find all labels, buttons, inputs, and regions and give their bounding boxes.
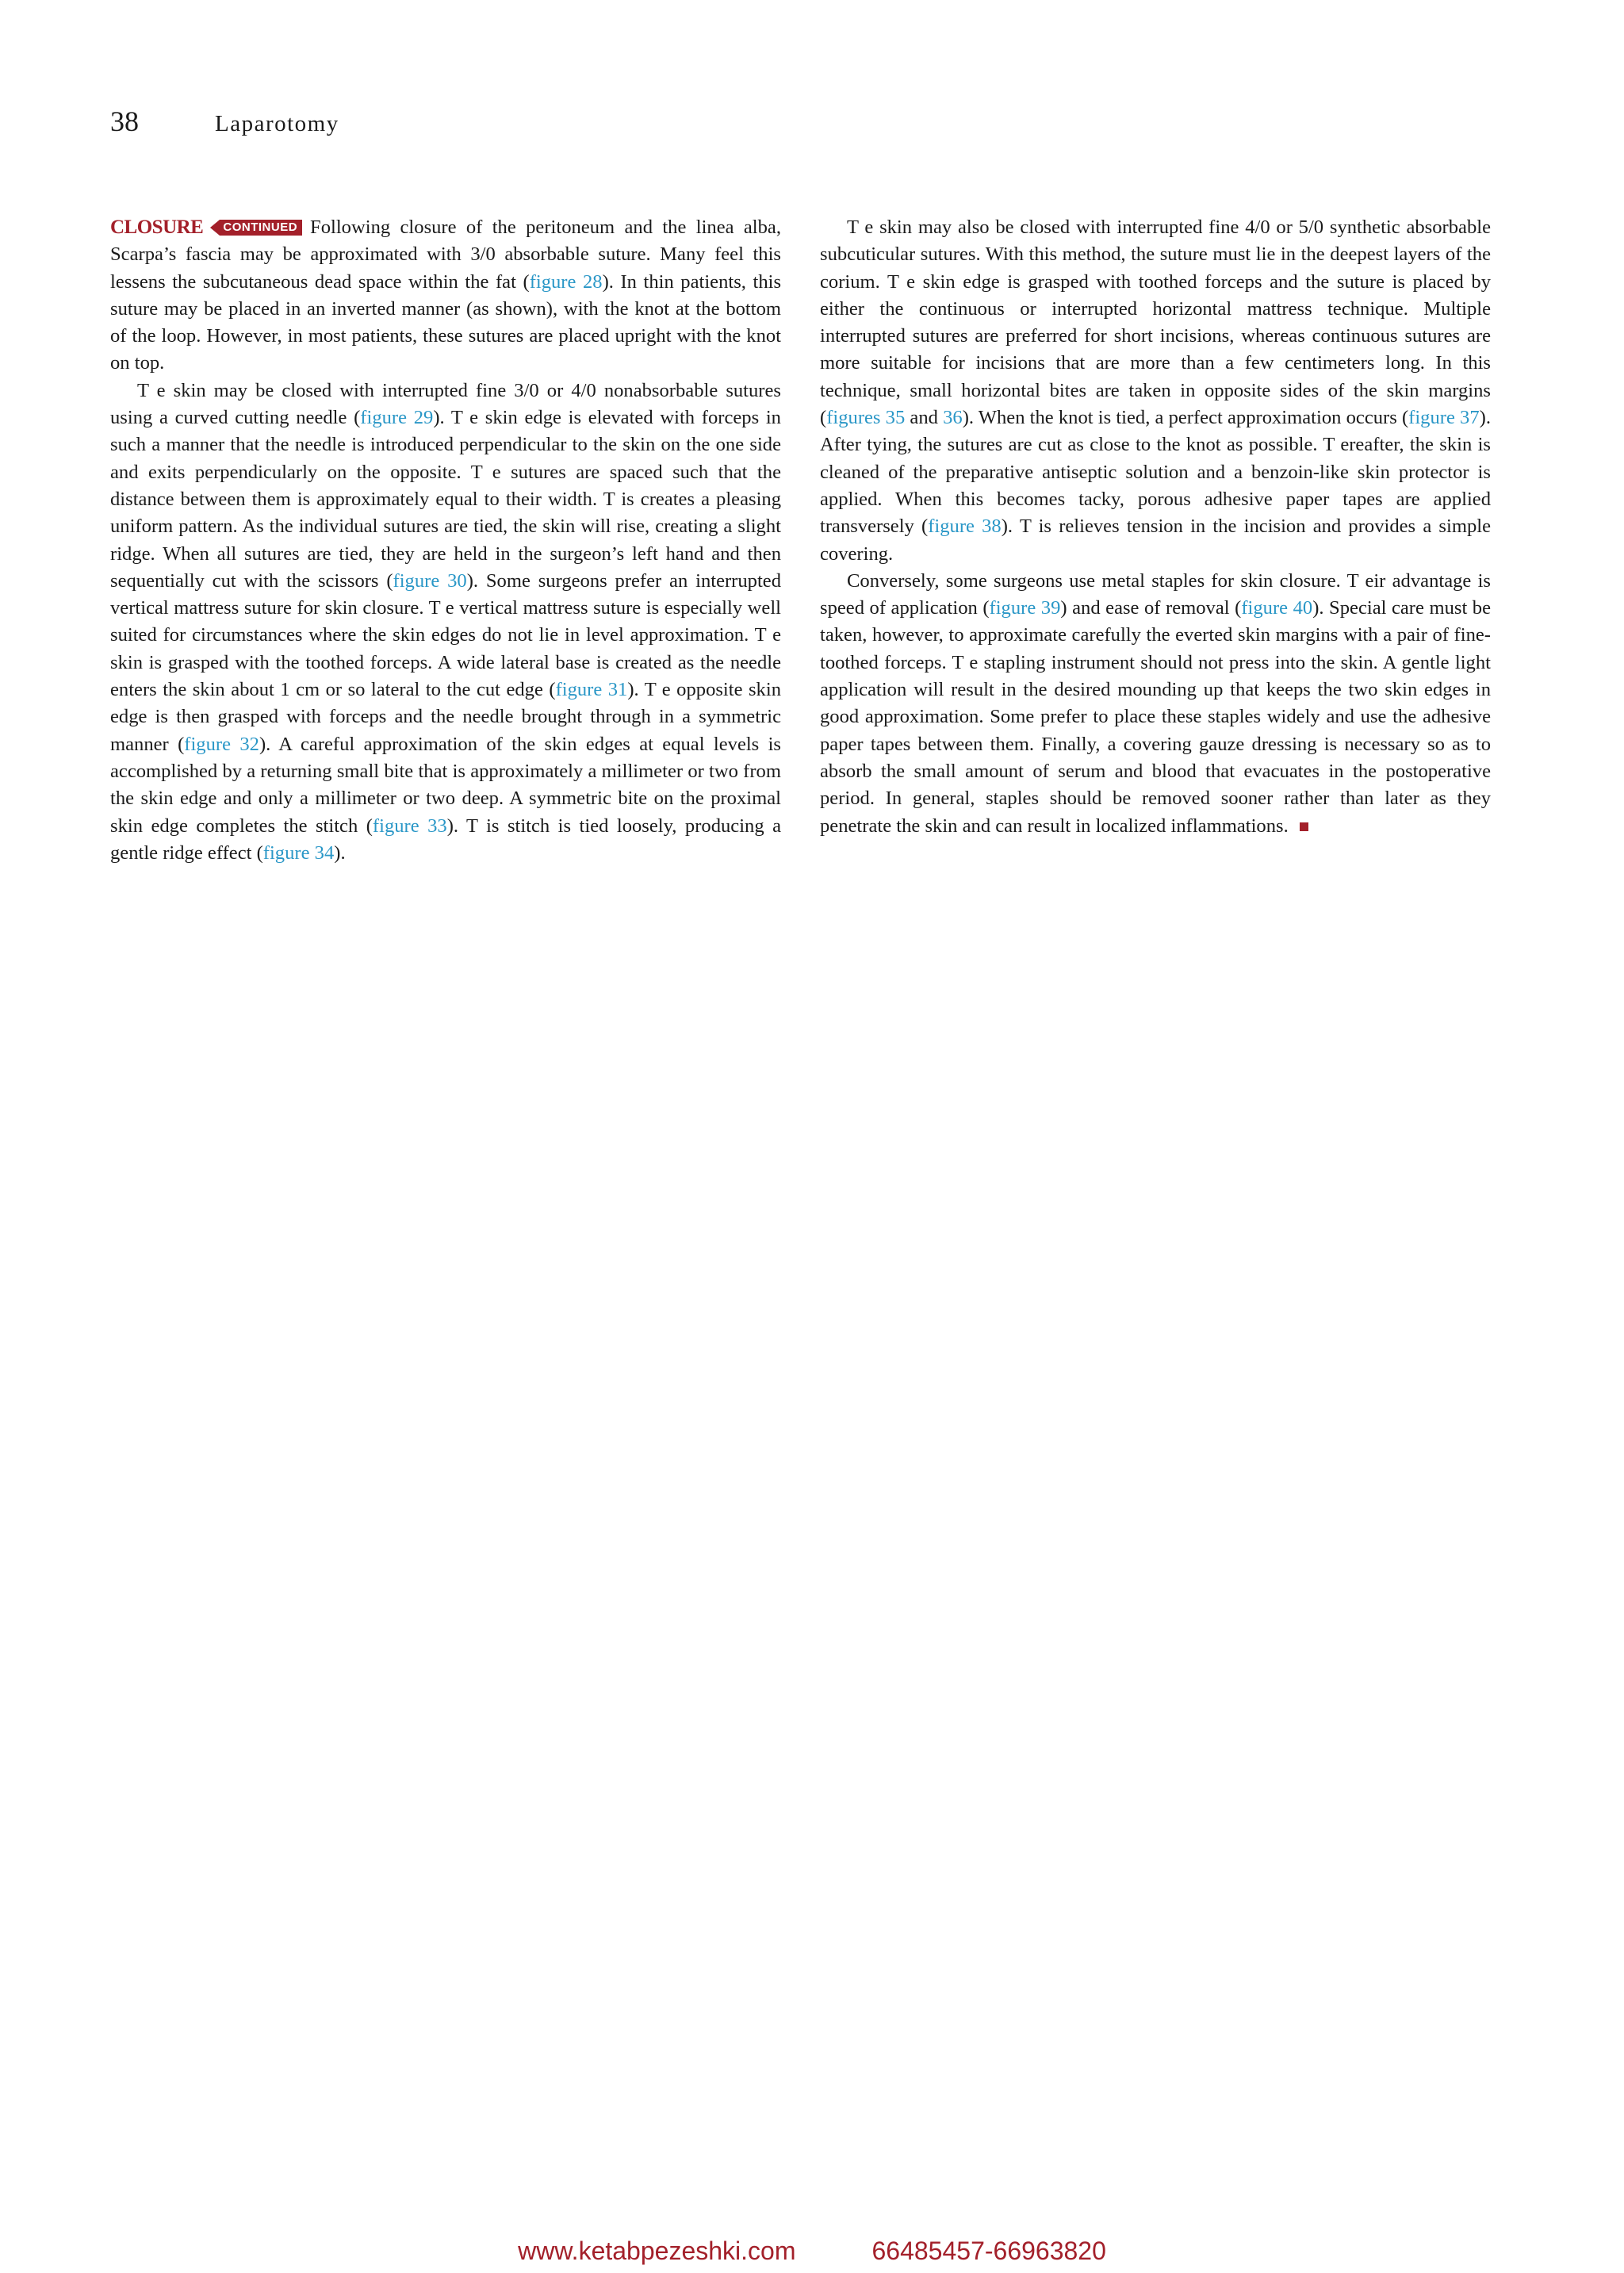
section-label: CLOSURE: [110, 217, 204, 238]
figure-link[interactable]: figure 38: [928, 516, 1002, 538]
paragraph-text: ) and ease of removal (: [1060, 597, 1242, 619]
paragraph-text: ). Some surgeons prefer an interrupted vertical mattress suture for skin closure. T e vertical mattress suture is especially well suited for circumstances where the skin edges do not lie in level approximation. T e skin is grasped with the toothed forceps. A wide lateral base is created as the needle enters the skin about 1 cm or so lateral to the cut edge (: [110, 569, 782, 701]
paragraph-text: ). After tying, the sutures are cut as close to the knot as possible. T ereafter, the skin is cleaned of the preparative antiseptic solution and a benzoin-like skin protector is applied. When this becomes tacky, porous adhesive paper tapes are applied transversely (: [820, 407, 1491, 538]
paragraph: [110, 378, 781, 867]
figure-link[interactable]: figure 29: [360, 407, 434, 429]
paragraph-text: ). T is stitch is tied loosely, producing a gentle ridge effect (: [110, 815, 781, 864]
footer-website[interactable]: www.ketabpezeshki.com: [518, 2237, 796, 2265]
paragraph-text: ). Special care must be taken, however, to approximate carefully the everted skin margins with a pair of fine-toothed forceps. T e stapling instrument should not press into the skin. A gentle light application will result in the desired mounding up that keeps the two skin edges in good approximation. Some prefer to place these staples widely and use the adhesive paper tapes between them. Finally, a covering gauze dressing is necessary so as to absorb the small amount of serum and blood that evacuates in the postoperative period. In general, staples should be removed sooner rather than later as they penetrate the skin and can result in localized inflammations.: [820, 597, 1492, 837]
paragraph-text: ). T e skin edge is elevated with forceps in such a manner that the needle is introduced perpendicular to the skin on the one side and exits perpendicularly on the opposite. T e sutures are spaced such that the distance between them is approximately equal to their width. T is creates a pleasing uniform pattern. As the individual sutures are tied, the skin will rise, creating a slight ridge. When all sutures are tied, they are held in the surgeon’s left hand and then sequentially cut with the scissors (: [110, 407, 781, 592]
figure-link[interactable]: 36: [943, 407, 963, 429]
paragraph: [110, 214, 781, 378]
end-of-section-marker: [1300, 822, 1308, 831]
paragraph: [820, 214, 1491, 568]
figure-link[interactable]: figure 39: [989, 597, 1061, 619]
right-column: [820, 214, 1491, 840]
figure-link[interactable]: figure 28: [529, 270, 603, 293]
figure-link[interactable]: figure 32: [184, 733, 259, 755]
figure-link[interactable]: figures 35: [826, 407, 906, 429]
figure-link[interactable]: figure 37: [1408, 407, 1480, 429]
figure-link[interactable]: figure 34: [262, 841, 335, 864]
left-column: [110, 214, 781, 867]
paragraph-text: T e skin may be closed with interrupted fine 3/0 or 4/0 nonabsorbable sutures using a curved cutting needle (: [110, 379, 781, 429]
running-title: Laparotomy: [215, 111, 339, 136]
paragraph-text: ).: [334, 841, 346, 864]
paragraph-text: and: [905, 407, 944, 429]
paragraph-text: ). In thin patients, this suture may be placed in an inverted manner (as shown), with the knot at the bottom of the loop. However, in most patients, these sutures are placed upright with the knot on top.: [110, 270, 782, 374]
figure-link[interactable]: figure 31: [555, 679, 628, 701]
paragraph-text: Conversely, some surgeons use metal staples for skin closure. T eir advantage is speed of application (: [820, 569, 1491, 619]
figure-link[interactable]: figure 30: [393, 569, 467, 592]
page-number: 38: [110, 105, 139, 137]
paragraph: [820, 568, 1491, 840]
figure-link[interactable]: figure 33: [372, 815, 447, 837]
footer-phone: 66485457-66963820: [871, 2237, 1106, 2265]
paragraph-text: ). T is relieves tension in the incision and provides a simple covering.: [820, 516, 1492, 565]
page-footer: [0, 2237, 1624, 2266]
paragraph-text: Following closure of the peritoneum and the linea alba, Scarpa’s fascia may be approximated with 3/0 absorbable suture. Many feel this lessens the subcutaneous dead space within the fat (: [110, 217, 781, 293]
paragraph-text: ). T e opposite skin edge is then grasped with forceps and the needle brought through in a symmetric manner (: [110, 679, 781, 755]
paragraph-text: ). When the knot is tied, a perfect approximation occurs (: [962, 407, 1409, 429]
paragraph-text: T e skin may also be closed with interrupted fine 4/0 or 5/0 synthetic absorbable subcuticular sutures. With this method, the suture must lie in the deepest layers of the corium. T e skin edge is grasped with toothed forceps and the suture is placed by either the continuous or interrupted horizontal mattress technique. Multiple interrupted sutures are preferred for short incisions, whereas continuous sutures are more suitable for incisions that are more than a few centimeters long. In this technique, small horizontal bites are taken in opposite sides of the skin margins (: [820, 217, 1491, 429]
figure-link[interactable]: figure 40: [1241, 597, 1313, 619]
continued-badge: CONTINUED: [220, 220, 302, 236]
page-header: [110, 105, 339, 138]
paragraph-text: ). A careful approximation of the skin edges at equal levels is accomplished by a returning small bite that is approximately a millimeter or two from the skin edge and only a millimeter or two deep. A symmetric bite on the proximal skin edge completes the stitch (: [110, 733, 781, 837]
